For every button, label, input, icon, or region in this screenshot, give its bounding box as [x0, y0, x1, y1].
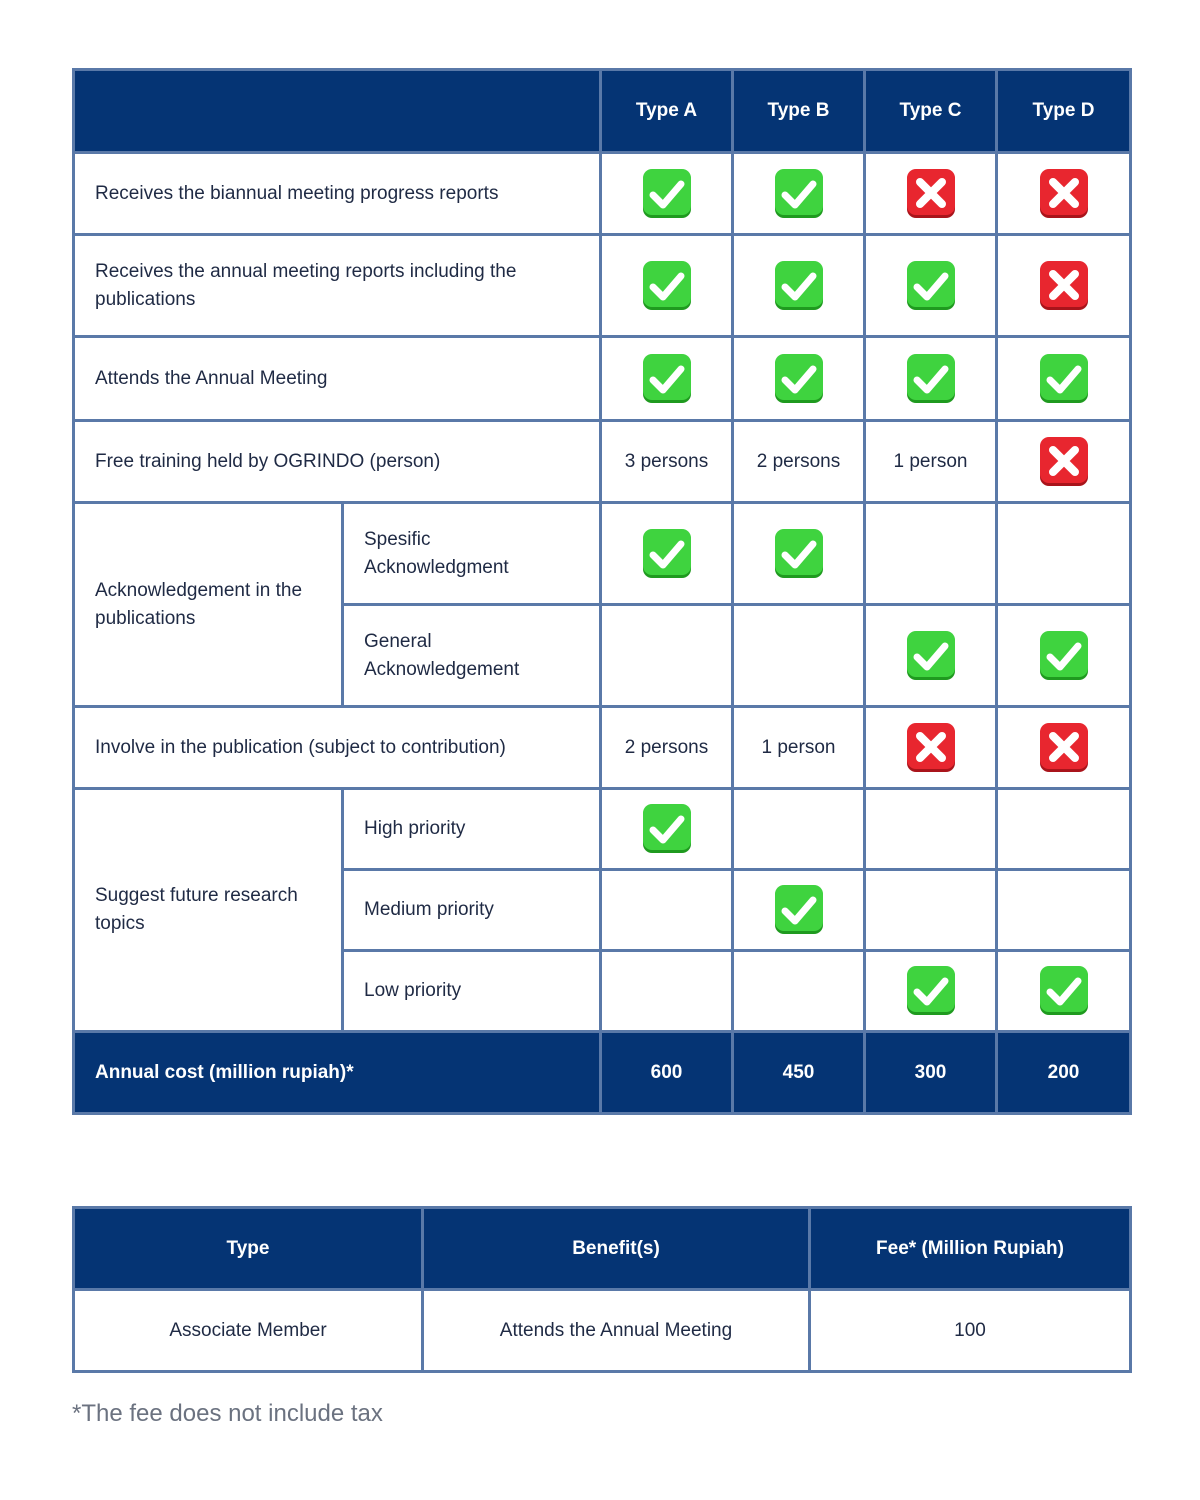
cell-involve-c: [865, 707, 997, 789]
check-icon: [905, 965, 957, 1017]
cell-attends-d: [997, 337, 1131, 421]
header-row: [74, 1208, 1131, 1290]
cell-annual-c: [865, 235, 997, 337]
check-icon: [641, 353, 693, 405]
cell-low-d: [997, 951, 1131, 1032]
header-type-a: Type A: [601, 70, 733, 153]
cell-specific-b: [733, 503, 865, 605]
cell-general-b: [733, 605, 865, 707]
table-row: [74, 421, 1131, 503]
check-icon: [773, 884, 825, 936]
check-icon: [641, 168, 693, 220]
cell-low-a: [601, 951, 733, 1032]
check-icon: [641, 528, 693, 580]
assoc-fee: 100: [810, 1290, 1131, 1372]
row-label-involve: Involve in the publication (subject to contribution): [74, 707, 601, 789]
cell-biannual-a: [601, 153, 733, 235]
cell-specific-d: [997, 503, 1131, 605]
assoc-benefit: Attends the Annual Meeting: [423, 1290, 810, 1372]
header-type: Type: [74, 1208, 423, 1290]
cell-general-d: [997, 605, 1131, 707]
check-icon: [905, 353, 957, 405]
check-icon: [773, 168, 825, 220]
header-blank: [74, 70, 601, 153]
header-type-d: Type D: [997, 70, 1131, 153]
membership-table: [72, 68, 1132, 1115]
cell-high-d: [997, 789, 1131, 870]
table-row: [74, 707, 1131, 789]
sub-label-high: High priority: [343, 789, 601, 870]
row-label-biannual: Receives the biannual meeting progress reports: [74, 153, 601, 235]
cell-low-c: [865, 951, 997, 1032]
cell-training-b: 2 persons: [733, 421, 865, 503]
cell-involve-b: 1 person: [733, 707, 865, 789]
sub-label-general: General Acknowledgement: [343, 605, 601, 707]
cost-type-c: 300: [865, 1032, 997, 1114]
cell-annual-a: [601, 235, 733, 337]
table-row: [74, 789, 1131, 870]
cell-training-d: [997, 421, 1131, 503]
header-row: [74, 70, 1131, 153]
cost-type-b: 450: [733, 1032, 865, 1114]
cell-involve-a: 2 persons: [601, 707, 733, 789]
cross-icon: [1038, 722, 1090, 774]
cell-low-b: [733, 951, 865, 1032]
cell-specific-c: [865, 503, 997, 605]
cross-icon: [1038, 168, 1090, 220]
header-benefits: Benefit(s): [423, 1208, 810, 1290]
check-icon: [773, 260, 825, 312]
cell-high-c: [865, 789, 997, 870]
row-label-attends: Attends the Annual Meeting: [74, 337, 601, 421]
row-label-ack: Acknowledgement in the publications: [74, 503, 343, 707]
assoc-type: Associate Member: [74, 1290, 423, 1372]
cell-annual-b: [733, 235, 865, 337]
check-icon: [773, 353, 825, 405]
cell-high-a: [601, 789, 733, 870]
cell-medium-d: [997, 870, 1131, 951]
cell-biannual-b: [733, 153, 865, 235]
check-icon: [641, 260, 693, 312]
cell-training-c: 1 person: [865, 421, 997, 503]
cell-specific-a: [601, 503, 733, 605]
table-row: [74, 337, 1131, 421]
check-icon: [905, 630, 957, 682]
cost-type-d: 200: [997, 1032, 1131, 1114]
check-icon: [1038, 353, 1090, 405]
sub-label-low: Low priority: [343, 951, 601, 1032]
cell-attends-b: [733, 337, 865, 421]
table-row: [74, 1290, 1131, 1372]
cross-icon: [905, 168, 957, 220]
cell-high-b: [733, 789, 865, 870]
cross-icon: [905, 722, 957, 774]
cell-medium-c: [865, 870, 997, 951]
row-label-training: Free training held by OGRINDO (person): [74, 421, 601, 503]
cost-type-a: 600: [601, 1032, 733, 1114]
cell-training-a: 3 persons: [601, 421, 733, 503]
header-fee: Fee* (Million Rupiah): [810, 1208, 1131, 1290]
sub-label-specific: Spesific Acknowledgment: [343, 503, 601, 605]
check-icon: [905, 260, 957, 312]
check-icon: [1038, 630, 1090, 682]
footer-label: Annual cost (million rupiah)*: [74, 1032, 601, 1114]
associate-table: [72, 1206, 1132, 1373]
table-row: [74, 153, 1131, 235]
cell-medium-a: [601, 870, 733, 951]
cell-general-a: [601, 605, 733, 707]
cell-involve-d: [997, 707, 1131, 789]
table-row: [74, 503, 1131, 605]
footnote: *The fee does not include tax: [72, 1400, 383, 1427]
check-icon: [1038, 965, 1090, 1017]
footer-row: [74, 1032, 1131, 1114]
cell-attends-c: [865, 337, 997, 421]
cell-medium-b: [733, 870, 865, 951]
check-icon: [641, 803, 693, 855]
check-icon: [773, 528, 825, 580]
row-label-annual-reports: Receives the annual meeting reports including the publications: [74, 235, 601, 337]
cross-icon: [1038, 260, 1090, 312]
table-row: [74, 235, 1131, 337]
cross-icon: [1038, 436, 1090, 488]
row-label-suggest: Suggest future research topics: [74, 789, 343, 1032]
cell-general-c: [865, 605, 997, 707]
cell-biannual-d: [997, 153, 1131, 235]
cell-annual-d: [997, 235, 1131, 337]
sub-label-medium: Medium priority: [343, 870, 601, 951]
cell-biannual-c: [865, 153, 997, 235]
cell-attends-a: [601, 337, 733, 421]
header-type-b: Type B: [733, 70, 865, 153]
header-type-c: Type C: [865, 70, 997, 153]
